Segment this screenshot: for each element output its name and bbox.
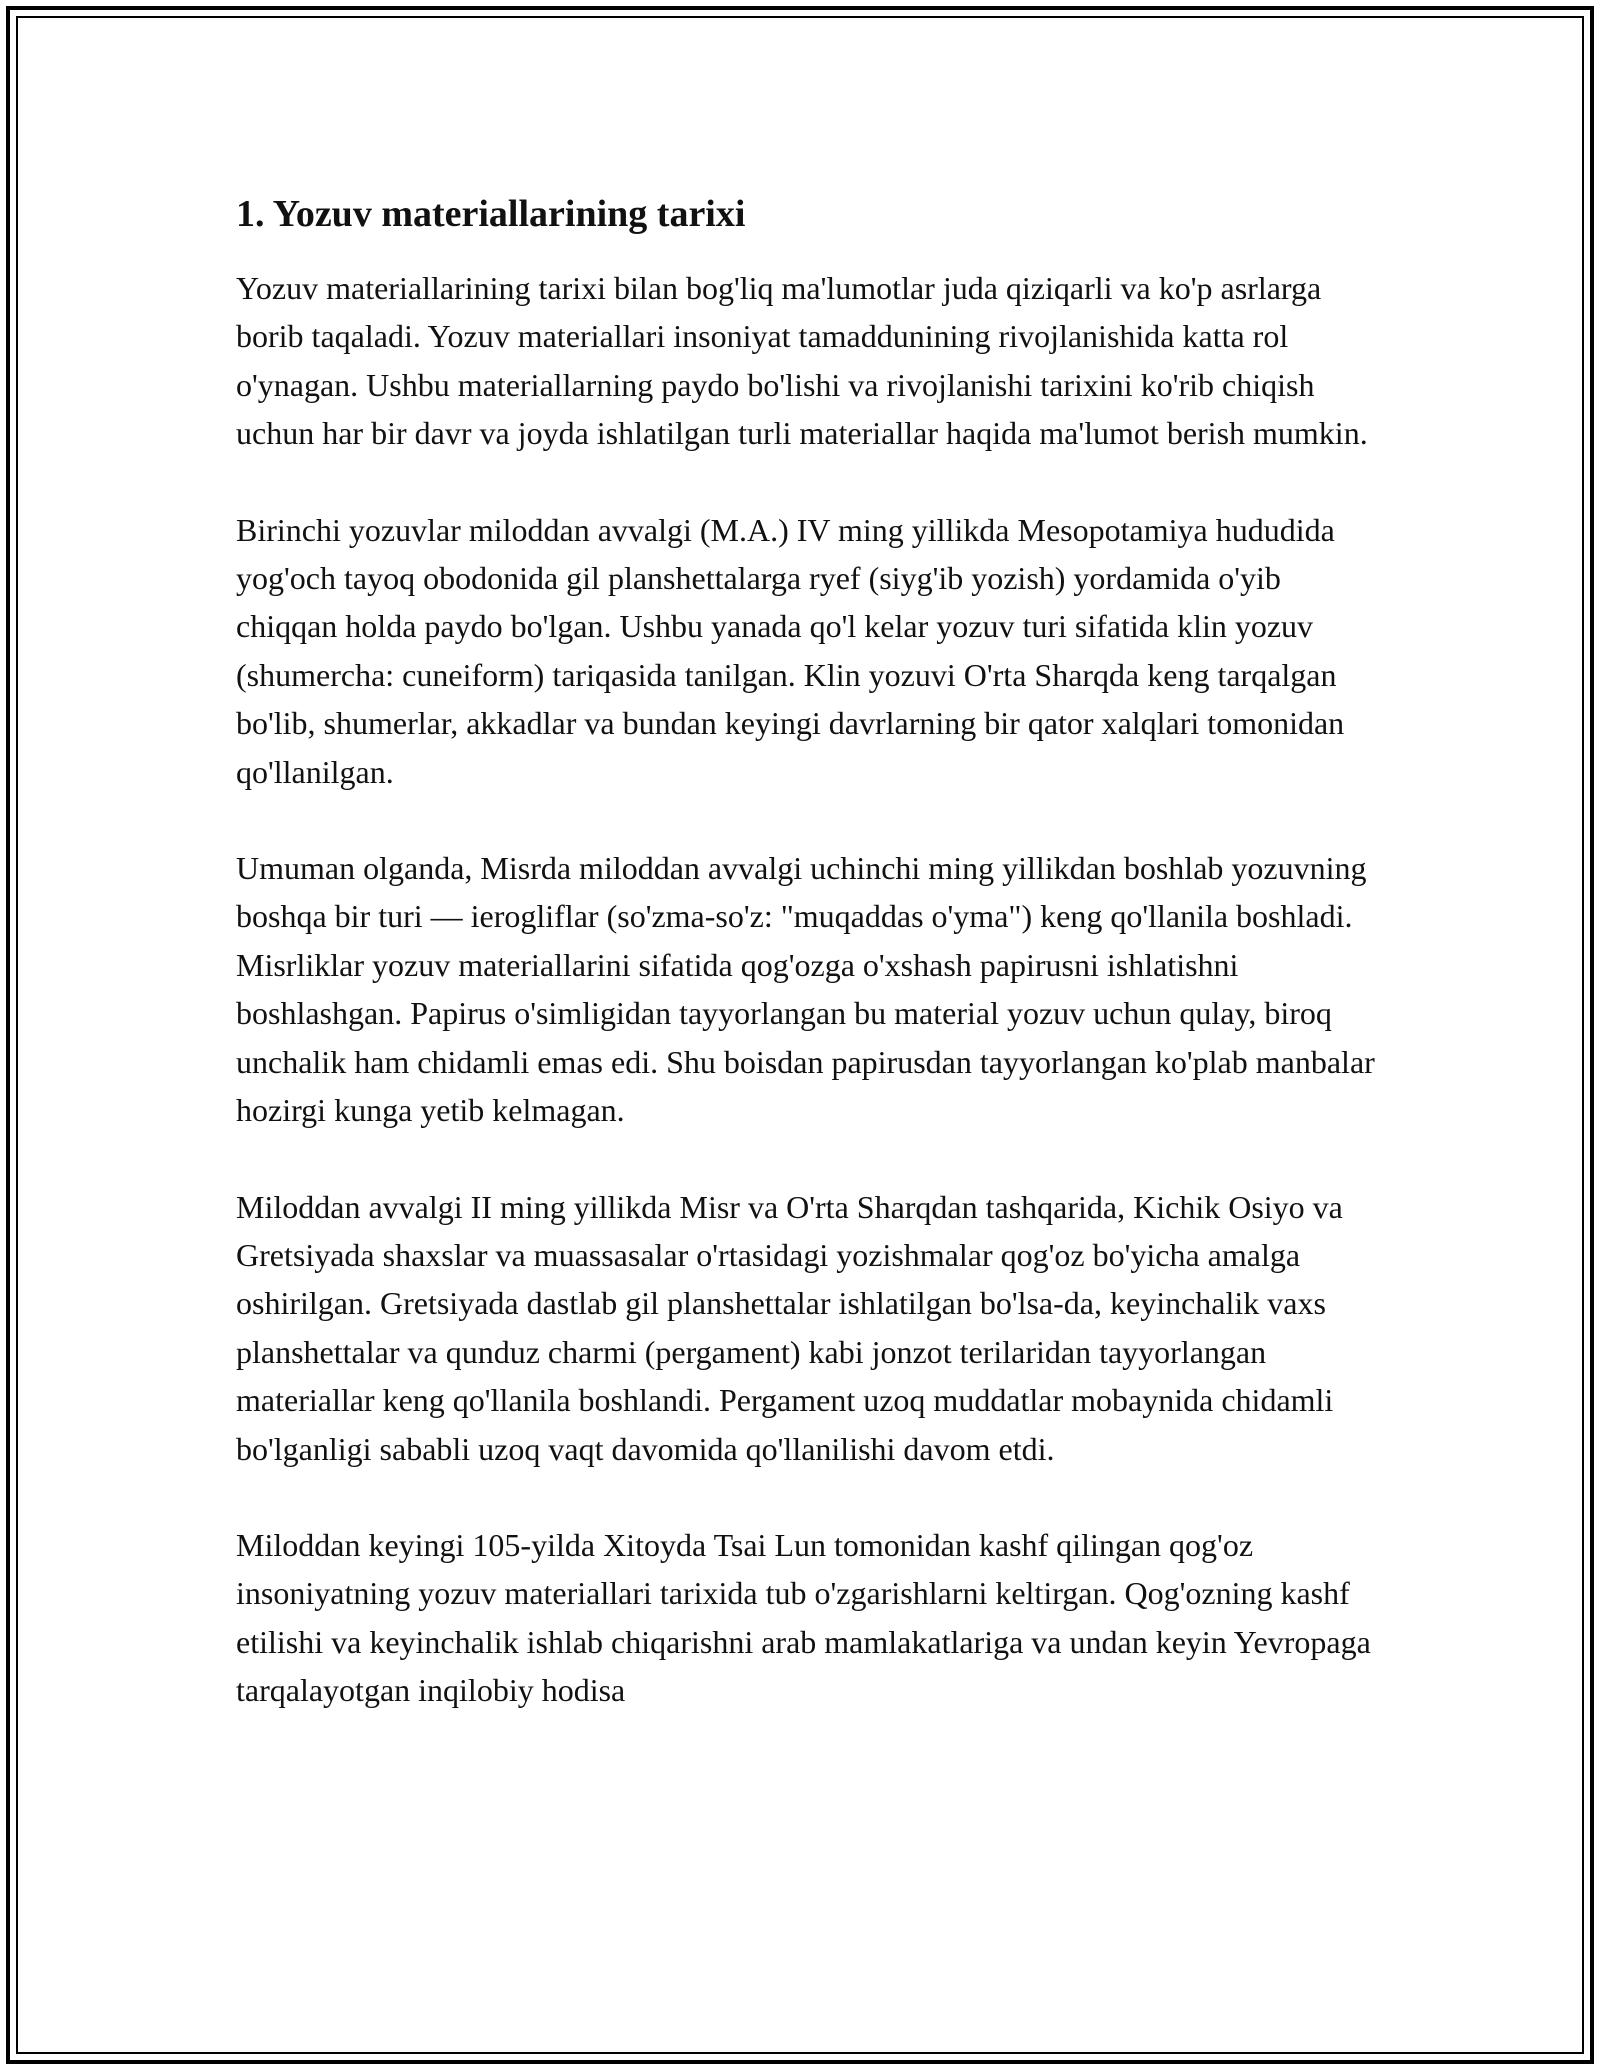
section-heading: 1. Yozuv materiallarining tarixi — [236, 193, 746, 235]
paragraph-5: Miloddan keyingi 105-yilda Xitoyda Tsai Lun tomonidan kashf qilingan qog'oz insoniyatning yozuv materiallari tarixida tub o'zgarishlarni keltirgan. Qog'ozning kashf etilishi va keyinchalik ishlab chiqarishni arab mamlakatlariga va undan keyin Yevropaga tarqalayotgan inqilobiy hodisa — [236, 1526, 1371, 1709]
document-body — [236, 186, 1376, 1763]
paragraph-1: Yozuv materiallarining tarixi bilan bog'liq ma'lumotlar juda qiziqarli va ko'p asrlarga borib taqaladi. Yozuv materiallari insoniyat tamaddunining rivojlanishida katta rol o'ynagan. Ushbu materiallarning paydo bo'lishi va rivojlanishi tarixini ko'rib chiqish uchun har bir davr va joyda ishlatilgan turli materiallar haqida ma'lumot berish mumkin. — [236, 270, 1368, 452]
paragraph-3: Umuman olganda, Misrda miloddan avvalgi uchinchi ming yillikdan boshlab yozuvning boshqa bir turi — ierogliflar (so'zma-so'z: "muqaddas o'yma") keng qo'llanila boshladi. Misrliklar yozuv materiallarini sifatida qog'ozga o'xshash papirusni ishlatishni boshlashgan. Papirus o'simligidan tayyorlangan bu material yozuv uchun qulay, biroq unchalik ham chidamli emas edi. Shu boisdan papirusdan tayyorlangan ko'plab manbalar hozirgi kunga yetib kelmagan. — [236, 850, 1375, 1129]
paragraph-4: Miloddan avvalgi II ming yillikda Misr va O'rta Sharqdan tashqarida, Kichik Osiyo va Gretsiyada shaxslar va muassasalar o'rtasidagi yozishmalar qog'oz bo'yicha amalga oshirilgan. Gretsiyada dastlab gil planshettalar ishlatilgan bo'lsa-da, keyinchalik vaxs planshettalar va qunduz charmi (pergament) kabi jonzot terilaridan tayyorlangan materiallar keng qo'llanila boshlandi. Pergament uzoq muddatlar mobaynida chidamli bo'lganligi sababli uzoq vaqt davomida qo'llanilishi davom etdi. — [236, 1188, 1343, 1467]
paragraph-2: Birinchi yozuvlar miloddan avvalgi (M.A.) IV ming yillikda Mesopotamiya hududida yog'och tayoq obodonida gil planshettalarga ryef (siyg'ib yozish) yordamida o'yib chiqqan holda paydo bo'lgan. Ushbu yanada qo'l kelar yozuv turi sifatida klin yozuv (shumercha: cuneiform) tariqasida tanilgan. Klin yozuvi O'rta Sharqda keng tarqalgan bo'lib, shumerlar, akkadlar va bundan keyingi davrlarning bir qator xalqlari tomonidan qo'llanilgan. — [236, 511, 1345, 790]
